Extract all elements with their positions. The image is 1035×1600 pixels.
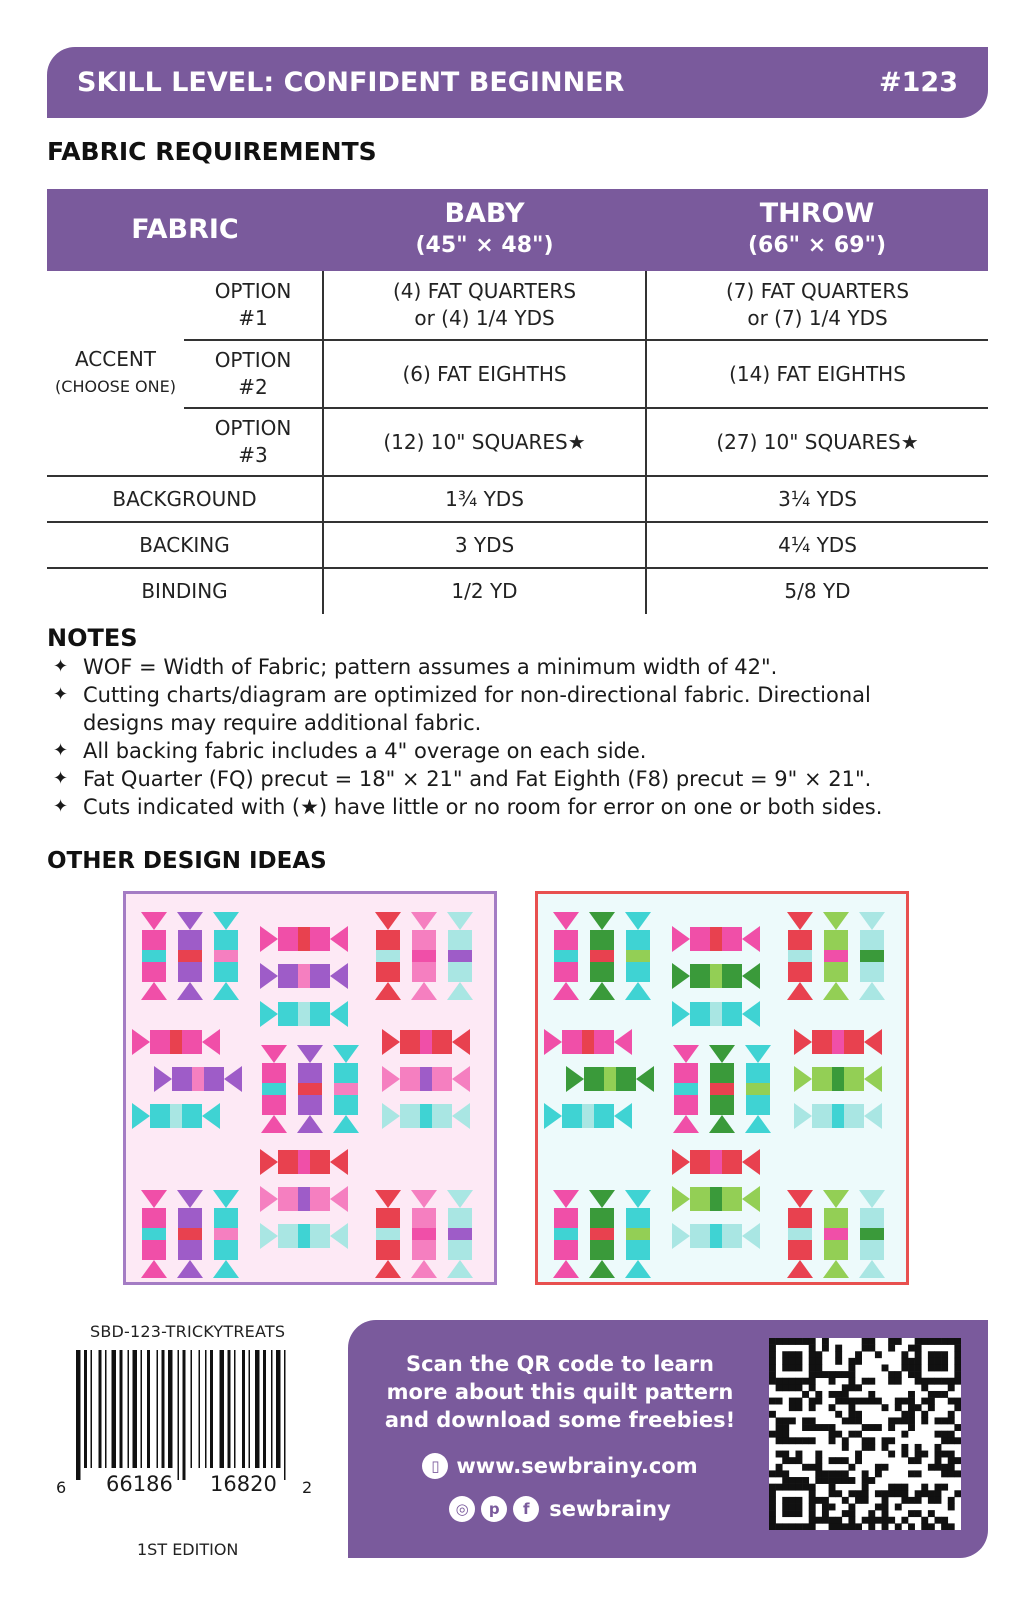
barcode-check-digit: 2 [302,1478,313,1497]
background-label: BACKGROUND [47,476,323,522]
accent-cell [47,271,184,476]
candy-block [794,1029,882,1055]
skill-level-text: SKILL LEVEL: CONFIDENT BEGINNER [77,67,625,98]
star-bullet-icon: ✦ [53,656,69,677]
list-item [53,737,993,765]
cell-line: or (4) 1/4 YDS [414,306,555,330]
candy-block [625,1190,651,1278]
option-3-label [184,408,323,476]
baby-size: (45" × 48") [415,233,554,258]
candy-block [375,912,401,1000]
list-item [53,681,993,737]
promo-line: more about this quilt pattern [386,1380,734,1404]
candy-block [672,1186,760,1212]
option-2-throw: (14) FAT EIGHTHS [646,340,988,408]
candy-block [794,1066,882,1092]
baby-column-header [323,189,646,271]
candy-block [589,1190,615,1278]
list-item [53,653,993,681]
fabric-requirements-title: FABRIC REQUIREMENTS [47,137,377,166]
table-row [47,522,988,568]
qr-code [769,1338,961,1530]
barcode-group-2: 16820 [210,1472,277,1496]
candy-block [141,912,167,1000]
social-row [375,1496,745,1522]
website-link[interactable]: www.sewbrainy.com [456,1454,698,1478]
candy-block [745,1045,771,1133]
candy-quilt-illustration [126,894,494,1282]
list-item [53,765,993,793]
candy-block [177,912,203,1000]
quilt-design-mint [535,891,909,1285]
cell-line: (4) FAT QUARTERS [393,279,577,303]
candy-block [141,1190,167,1278]
candy-block [382,1029,470,1055]
candy-block [672,1149,760,1175]
barcode-lead-digit: 6 [56,1478,67,1497]
candy-block [154,1066,242,1092]
candy-block [553,1190,579,1278]
candy-block [213,912,239,1000]
candy-block [447,912,473,1000]
pattern-number: #123 [879,67,958,98]
table-row [47,568,988,614]
star-bullet-icon: ✦ [53,684,69,705]
candy-block [672,926,760,952]
promo-text [375,1350,745,1434]
candy-block [625,912,651,1000]
option-3-baby: (12) 10" SQUARES★ [323,408,646,476]
candy-block [672,1223,760,1249]
social-handle[interactable]: sewbrainy [549,1497,671,1521]
sku-code: SBD-123-TRICKYTREATS [90,1322,286,1341]
star-bullet-icon: ✦ [53,768,69,789]
candy-block [447,1190,473,1278]
candy-block [672,1001,760,1027]
qr-code-image [769,1338,961,1530]
cell-line: (7) FAT QUARTERS [726,279,910,303]
candy-block [673,1045,699,1133]
option-3-throw: (27) 10" SQUARES★ [646,408,988,476]
skill-level-banner [47,47,988,118]
website-row [375,1453,745,1479]
facebook-icon[interactable]: f [513,1496,539,1522]
backing-label: BACKING [47,522,323,568]
star-bullet-icon: ✦ [53,740,69,761]
backing-baby: 3 YDS [323,522,646,568]
barcode-bars [76,1350,296,1480]
candy-quilt-illustration [538,894,906,1282]
binding-throw: 5/8 YD [646,568,988,614]
note-text: designs may require additional fabric. [83,711,482,735]
quilt-design-purple [123,891,497,1285]
accent-label: ACCENT [74,347,157,371]
candy-block [333,1045,359,1133]
candy-block [544,1103,632,1129]
table-row [47,408,988,476]
promo-line: Scan the QR code to learn [405,1352,715,1376]
candy-block [709,1045,735,1133]
candy-block [823,912,849,1000]
throw-size: (66" × 69") [748,233,887,258]
candy-block [589,912,615,1000]
throw-column-header [646,189,988,271]
candy-block [132,1029,220,1055]
table-row [47,271,988,340]
backing-throw: 4¼ YDS [646,522,988,568]
notes-title: NOTES [47,624,138,652]
candy-block [260,1149,348,1175]
notes-list [53,653,993,821]
candy-block [132,1103,220,1129]
candy-block [566,1066,654,1092]
design-ideas-title: OTHER DESIGN IDEAS [47,848,327,874]
promo-line: and download some freebies! [384,1408,736,1432]
option-label-text: OPTION [214,416,292,440]
option-2-label [184,340,323,408]
phone-icon: ▯ [422,1453,448,1479]
table-row [47,476,988,522]
table-row [47,340,988,408]
candy-block [260,926,348,952]
option-number: #3 [238,443,268,467]
accent-sublabel: (CHOOSE ONE) [55,377,176,396]
candy-block [544,1029,632,1055]
star-bullet-icon: ✦ [53,796,69,817]
option-label-text: OPTION [214,348,292,372]
candy-block [553,912,579,1000]
fabric-column-header: FABRIC [47,189,323,271]
option-1-label [184,271,323,340]
candy-block [177,1190,203,1278]
instagram-icon[interactable]: ◎ [449,1496,475,1522]
candy-block [260,1223,348,1249]
candy-block [859,912,885,1000]
option-number: #2 [238,375,268,399]
candy-block [787,912,813,1000]
option-number: #1 [238,306,268,330]
cell-line: or (7) 1/4 YDS [747,306,888,330]
option-1-baby [323,271,646,340]
note-text: Cutting charts/diagram are optimized for non-directional fabric. Directional [83,683,871,707]
table-header-row [47,189,988,271]
candy-block [794,1103,882,1129]
candy-block [297,1045,323,1133]
baby-label: BABY [444,198,525,229]
binding-label: BINDING [141,579,228,603]
candy-block [375,1190,401,1278]
candy-block [823,1190,849,1278]
candy-block [213,1190,239,1278]
candy-block [260,1001,348,1027]
candy-block [260,963,348,989]
candy-block [411,1190,437,1278]
option-1-throw [646,271,988,340]
note-text: WOF = Width of Fabric; pattern assumes a minimum width of 42". [83,655,778,679]
pinterest-icon[interactable]: p [481,1496,507,1522]
note-text: Fat Quarter (FQ) precut = 18" × 21" and Fat Eighth (F8) precut = 9" × 21". [83,767,872,791]
note-text: All backing fabric includes a 4" overage on each side. [83,739,647,763]
throw-label: THROW [759,198,875,229]
note-text: Cuts indicated with (★) have little or no room for error on one or both sides. [83,795,883,819]
list-item [53,793,993,821]
barcode-group-1: 66186 [106,1472,173,1496]
edition-label: 1ST EDITION [137,1540,239,1559]
candy-block [260,1186,348,1212]
candy-block [672,963,760,989]
option-2-baby: (6) FAT EIGHTHS [323,340,646,408]
background-throw: 3¼ YDS [646,476,988,522]
fabric-requirements-table [47,189,988,614]
option-label-text: OPTION [214,279,292,303]
barcode [56,1350,313,1515]
candy-block [411,912,437,1000]
candy-block [382,1066,470,1092]
background-baby: 1¾ YDS [323,476,646,522]
candy-block [261,1045,287,1133]
candy-block [859,1190,885,1278]
candy-block [382,1103,470,1129]
binding-baby: 1/2 YD [323,568,646,614]
candy-block [787,1190,813,1278]
